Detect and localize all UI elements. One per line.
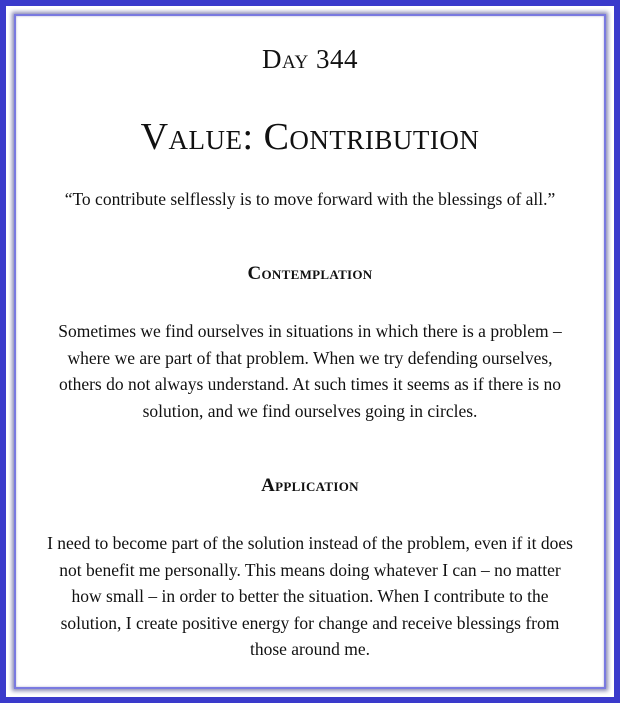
value-title: Value: Contribution — [140, 116, 480, 158]
day-label: Day 344 — [262, 44, 358, 74]
application-text: I need to become part of the solution instead of the problem, even if it does not benefit me personally. This means doing whatever I can – no matter how small – in order to better the situation. When I contribute to the solution, I create positive energy for change and receive blessings from those around me. — [47, 533, 573, 659]
page-inner-border — [14, 14, 606, 689]
contemplation-heading: Contemplation — [247, 263, 373, 284]
contemplation-text: Sometimes we find ourselves in situations in which there is a problem – where we are part of that problem. When we try defending ourselves, others do not always understand. At such times it seems as if there is no solution, and we find ourselves going in circles. — [58, 321, 562, 421]
quote: “To contribute selflessly is to move forward with the blessings of all.” — [64, 189, 556, 209]
page-content — [16, 16, 604, 687]
application-heading: Application — [261, 475, 359, 496]
